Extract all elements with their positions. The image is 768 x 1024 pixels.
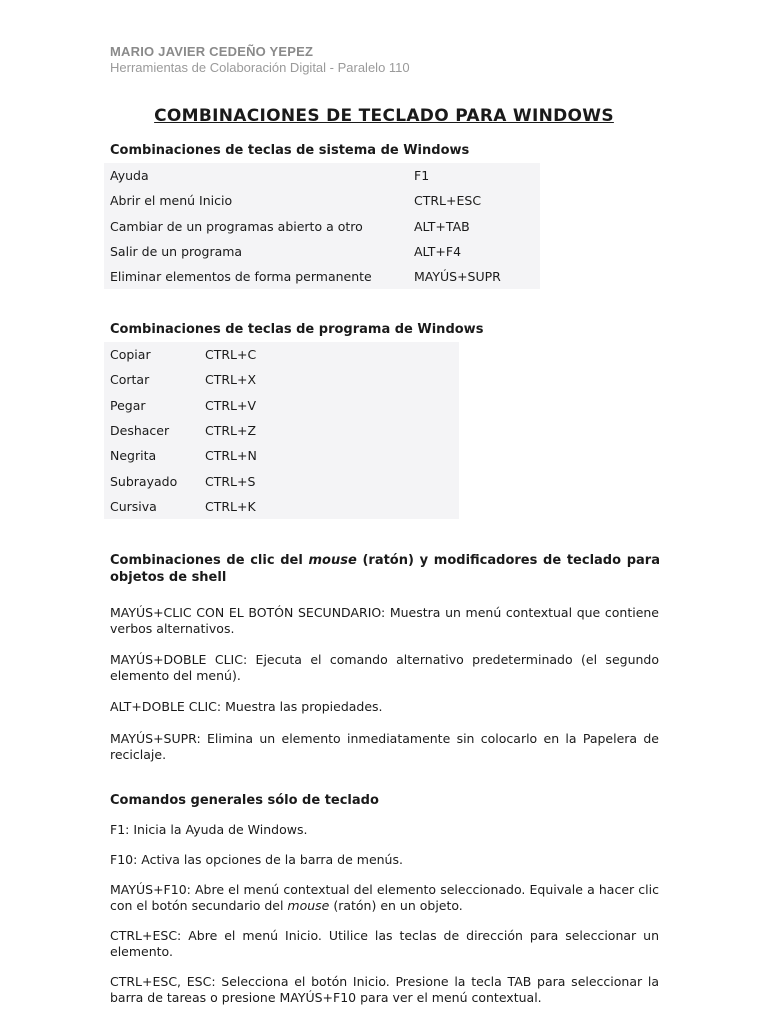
keys-cell: F1 (414, 168, 430, 184)
action-cell: Deshacer (110, 423, 170, 439)
keys-cell: CTRL+K (205, 498, 256, 514)
table-row (104, 393, 459, 418)
paragraph-emphasis: mouse (287, 898, 330, 913)
keys-cell: CTRL+V (205, 397, 257, 413)
paragraph: MAYÚS+CLIC CON EL BOTÓN SECUNDARIO: Muestra un menú contextual que contiene verbos alternativos. (110, 605, 659, 636)
paragraph: F10: Activa las opciones de la barra de menús. (110, 852, 403, 867)
table-row (104, 342, 459, 367)
keys-cell: CTRL+C (205, 347, 257, 363)
table-row (104, 163, 540, 188)
system-keys-heading: Combinaciones de teclas de sistema de Windows (110, 143, 470, 158)
paragraph: ALT+DOBLE CLIC: Muestra las propiedades. (110, 699, 383, 714)
action-cell: Salir de un programa (110, 244, 243, 260)
paragraph: F1: Inicia la Ayuda de Windows. (110, 822, 308, 837)
action-cell: Copiar (110, 347, 151, 363)
keys-cell: ALT+F4 (414, 244, 462, 260)
heading-text: Combinaciones de clic del (110, 553, 309, 568)
keys-cell: CTRL+N (205, 448, 257, 464)
table-row (104, 443, 459, 468)
action-cell: Subrayado (110, 473, 178, 489)
keys-cell: CTRL+Z (205, 423, 257, 439)
table-row (104, 468, 459, 493)
action-cell: Eliminar elementos de forma permanente (110, 269, 372, 285)
paragraph-text: (ratón) en un objeto. (329, 898, 463, 913)
action-cell: Abrir el menú Inicio (110, 193, 233, 209)
keys-cell: ALT+TAB (414, 218, 470, 234)
mouse-combos-heading (110, 552, 660, 586)
keyboard-commands-heading: Comandos generales sólo de teclado (110, 793, 379, 808)
table-row (104, 239, 540, 264)
table-row (104, 214, 540, 239)
action-cell: Ayuda (110, 168, 149, 184)
table-row (104, 494, 459, 519)
document-title: COMBINACIONES DE TECLADO PARA WINDOWS (154, 106, 614, 126)
paragraph (110, 882, 659, 914)
action-cell: Cambiar de un programas abierto a otro (110, 218, 363, 234)
keys-cell: CTRL+S (205, 473, 256, 489)
program-keys-heading: Combinaciones de teclas de programa de Windows (110, 322, 484, 337)
action-cell: Negrita (110, 448, 157, 464)
table-row (104, 367, 459, 392)
action-cell: Pegar (110, 397, 146, 413)
paragraph: CTRL+ESC, ESC: Selecciona el botón Inicio. Presione la tecla TAB para seleccionar la barra de tareas o presione MAYÚS+F10 para ver el menú contextual. (110, 974, 659, 1005)
paragraph-text: MAYÚS+F10: Abre el menú contextual del elemento seleccionado. Equivale a hacer clic con el botón secundario del (110, 882, 659, 913)
keys-cell: CTRL+ESC (414, 193, 482, 209)
heading-emphasis: mouse (308, 553, 357, 568)
table-row (104, 188, 540, 213)
table-row (104, 264, 540, 289)
paragraph: CTRL+ESC: Abre el menú Inicio. Utilice las teclas de dirección para seleccionar un elemento. (110, 928, 659, 959)
heading-text: (ratón) y modificadores de teclado para objetos de shell (110, 553, 660, 585)
program-keys-table (104, 342, 459, 519)
action-cell: Cortar (110, 372, 150, 388)
table-row (104, 418, 459, 443)
action-cell: Cursiva (110, 498, 157, 514)
paragraph: MAYÚS+SUPR: Elimina un elemento inmediatamente sin colocarlo en la Papelera de reciclaje. (110, 731, 659, 762)
paragraph: MAYÚS+DOBLE CLIC: Ejecuta el comando alternativo predeterminado (el segundo elemento del menú). (110, 652, 659, 683)
author-name: MARIO JAVIER CEDEÑO YEPEZ (110, 44, 314, 59)
system-keys-table (104, 163, 540, 289)
keys-cell: MAYÚS+SUPR (414, 269, 501, 285)
keys-cell: CTRL+X (205, 372, 257, 388)
course-name: Herramientas de Colaboración Digital - Paralelo 110 (110, 60, 410, 75)
